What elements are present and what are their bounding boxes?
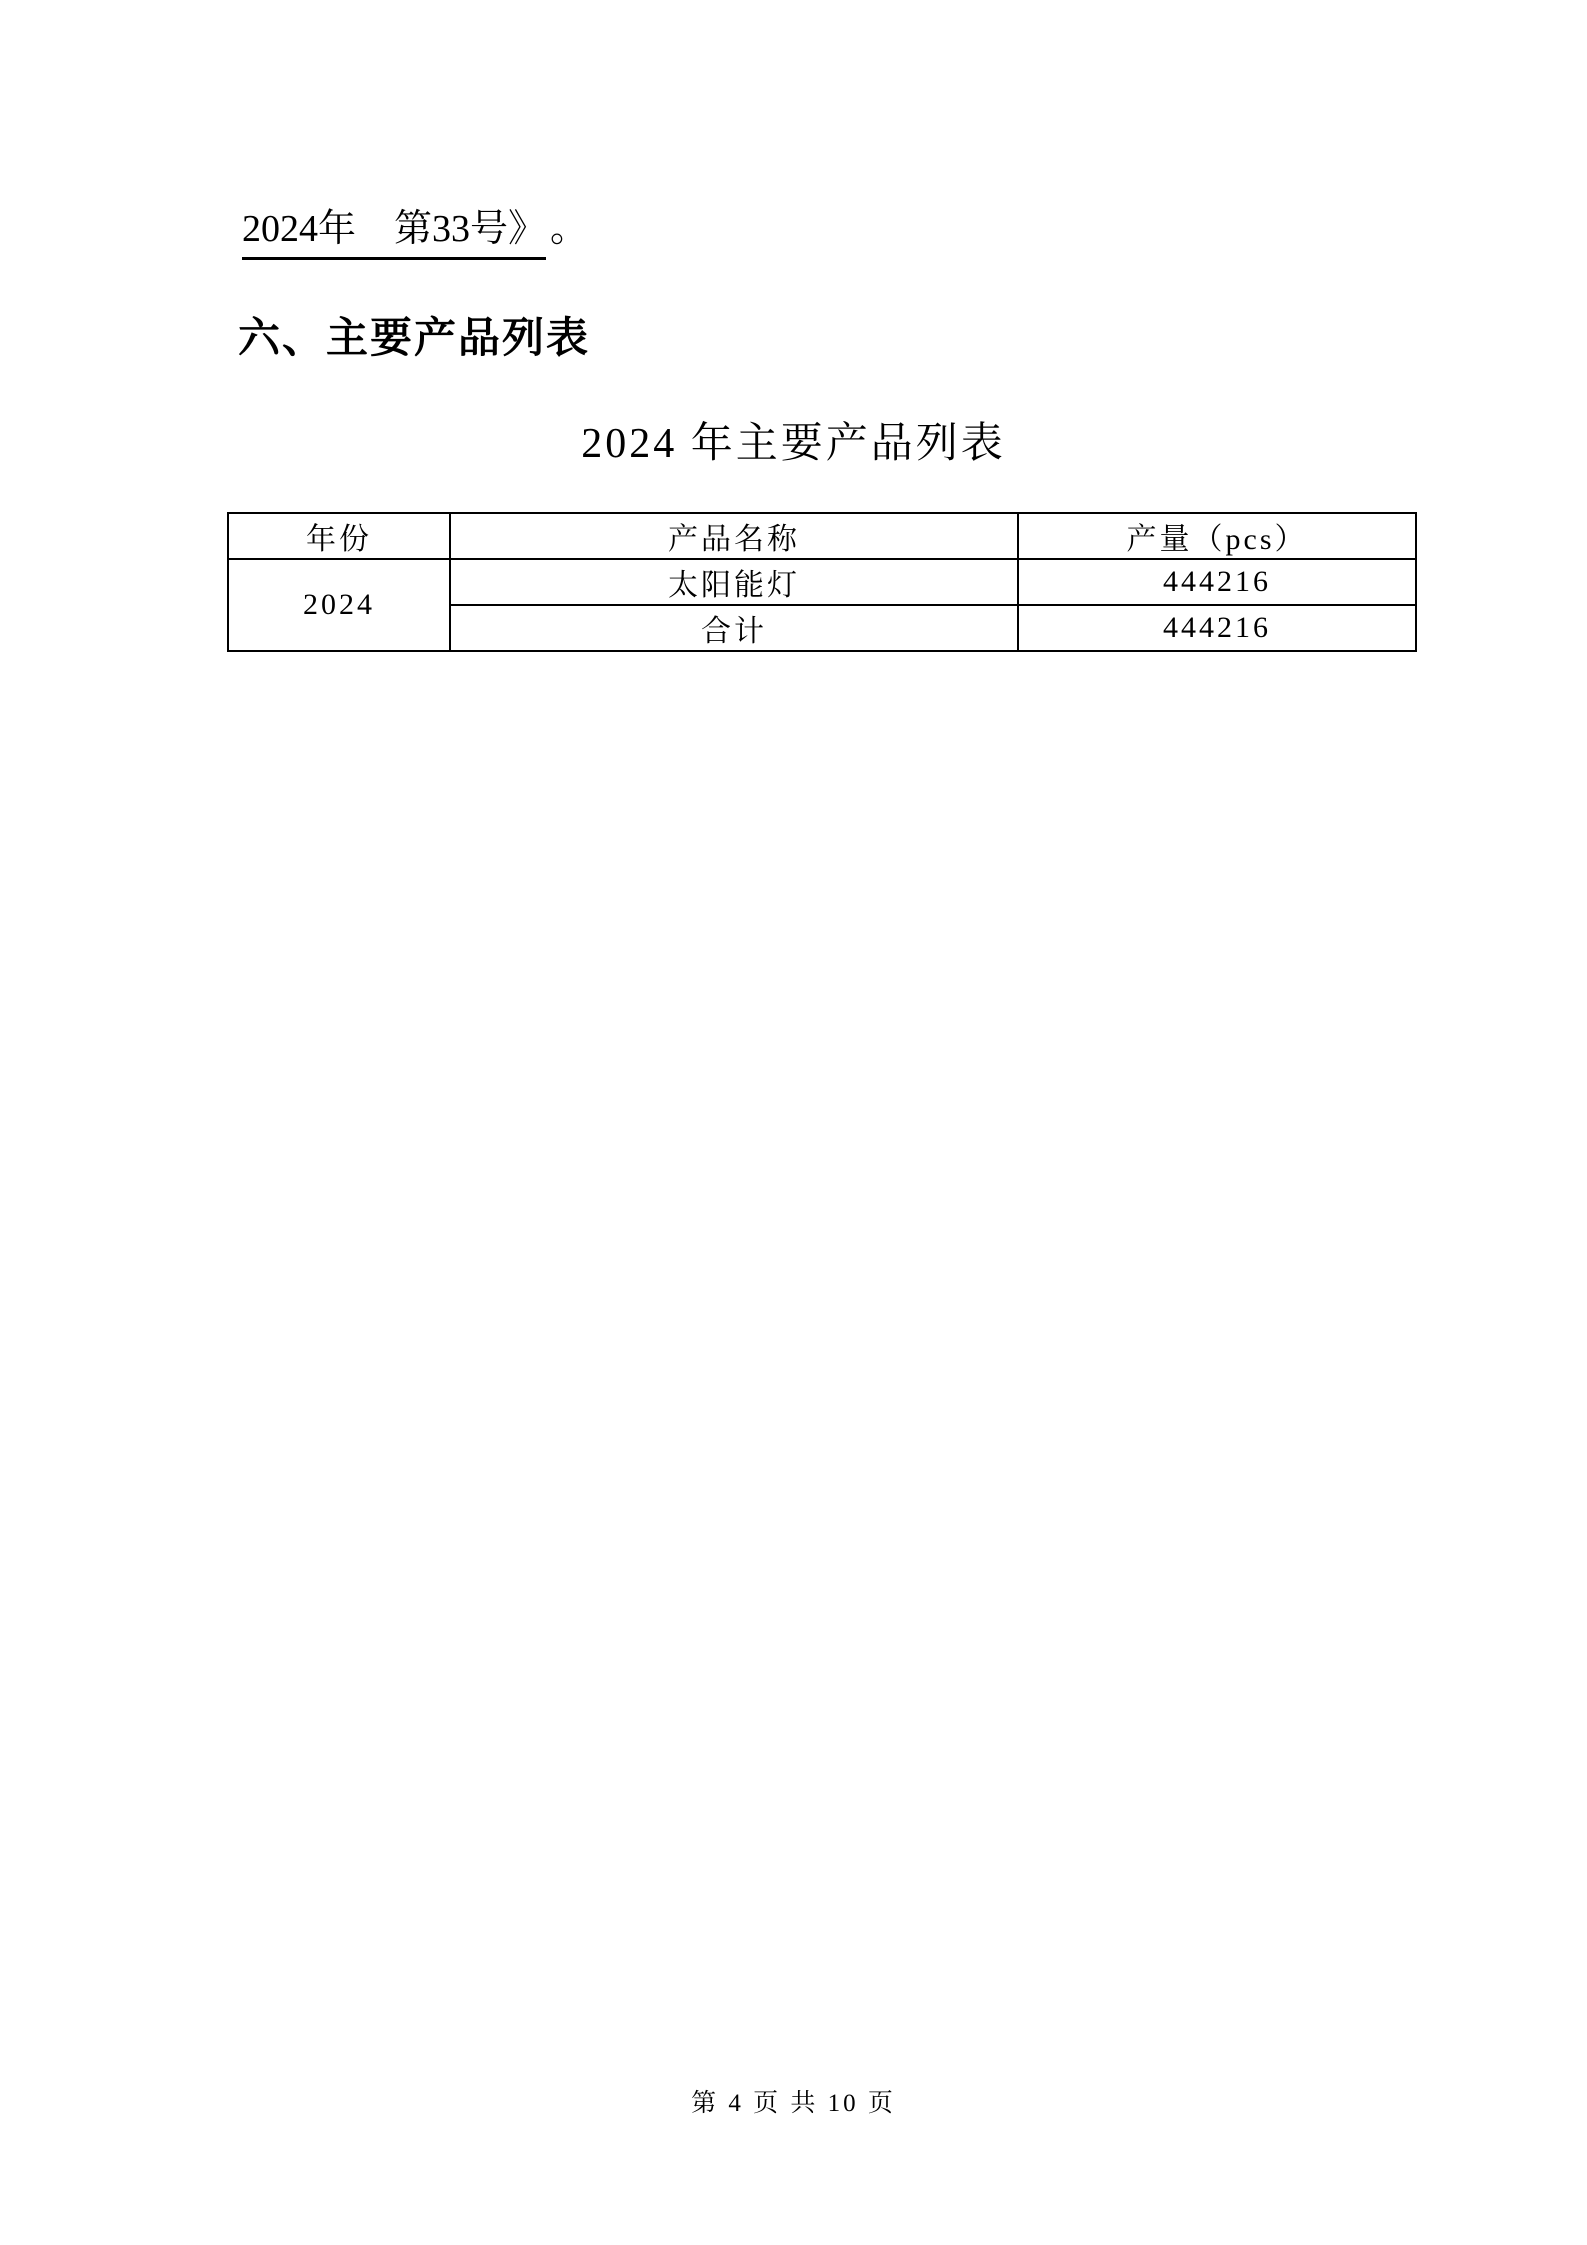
paragraph-period: 。	[550, 208, 589, 250]
header-quantity: 产量（pcs）	[1018, 513, 1416, 559]
products-table	[227, 512, 1417, 652]
cell-quantity: 444216	[1018, 559, 1416, 605]
header-year: 年份	[228, 513, 450, 559]
header-product-name: 产品名称	[450, 513, 1018, 559]
paragraph-line	[242, 206, 588, 260]
table-title: 2024 年主要产品列表	[581, 421, 1006, 467]
cell-product: 太阳能灯	[450, 559, 1018, 605]
section-heading: 六、主要产品列表	[238, 314, 591, 361]
table-header-row	[228, 513, 1416, 559]
cell-quantity: 444216	[1018, 605, 1416, 651]
underlined-reference-text: 2024年 第33号》	[242, 206, 546, 260]
table-row	[228, 559, 1416, 605]
cell-year: 2024	[228, 559, 450, 651]
cell-product: 合计	[450, 605, 1018, 651]
page-footer: 第 4 页 共 10 页	[691, 2090, 896, 2117]
